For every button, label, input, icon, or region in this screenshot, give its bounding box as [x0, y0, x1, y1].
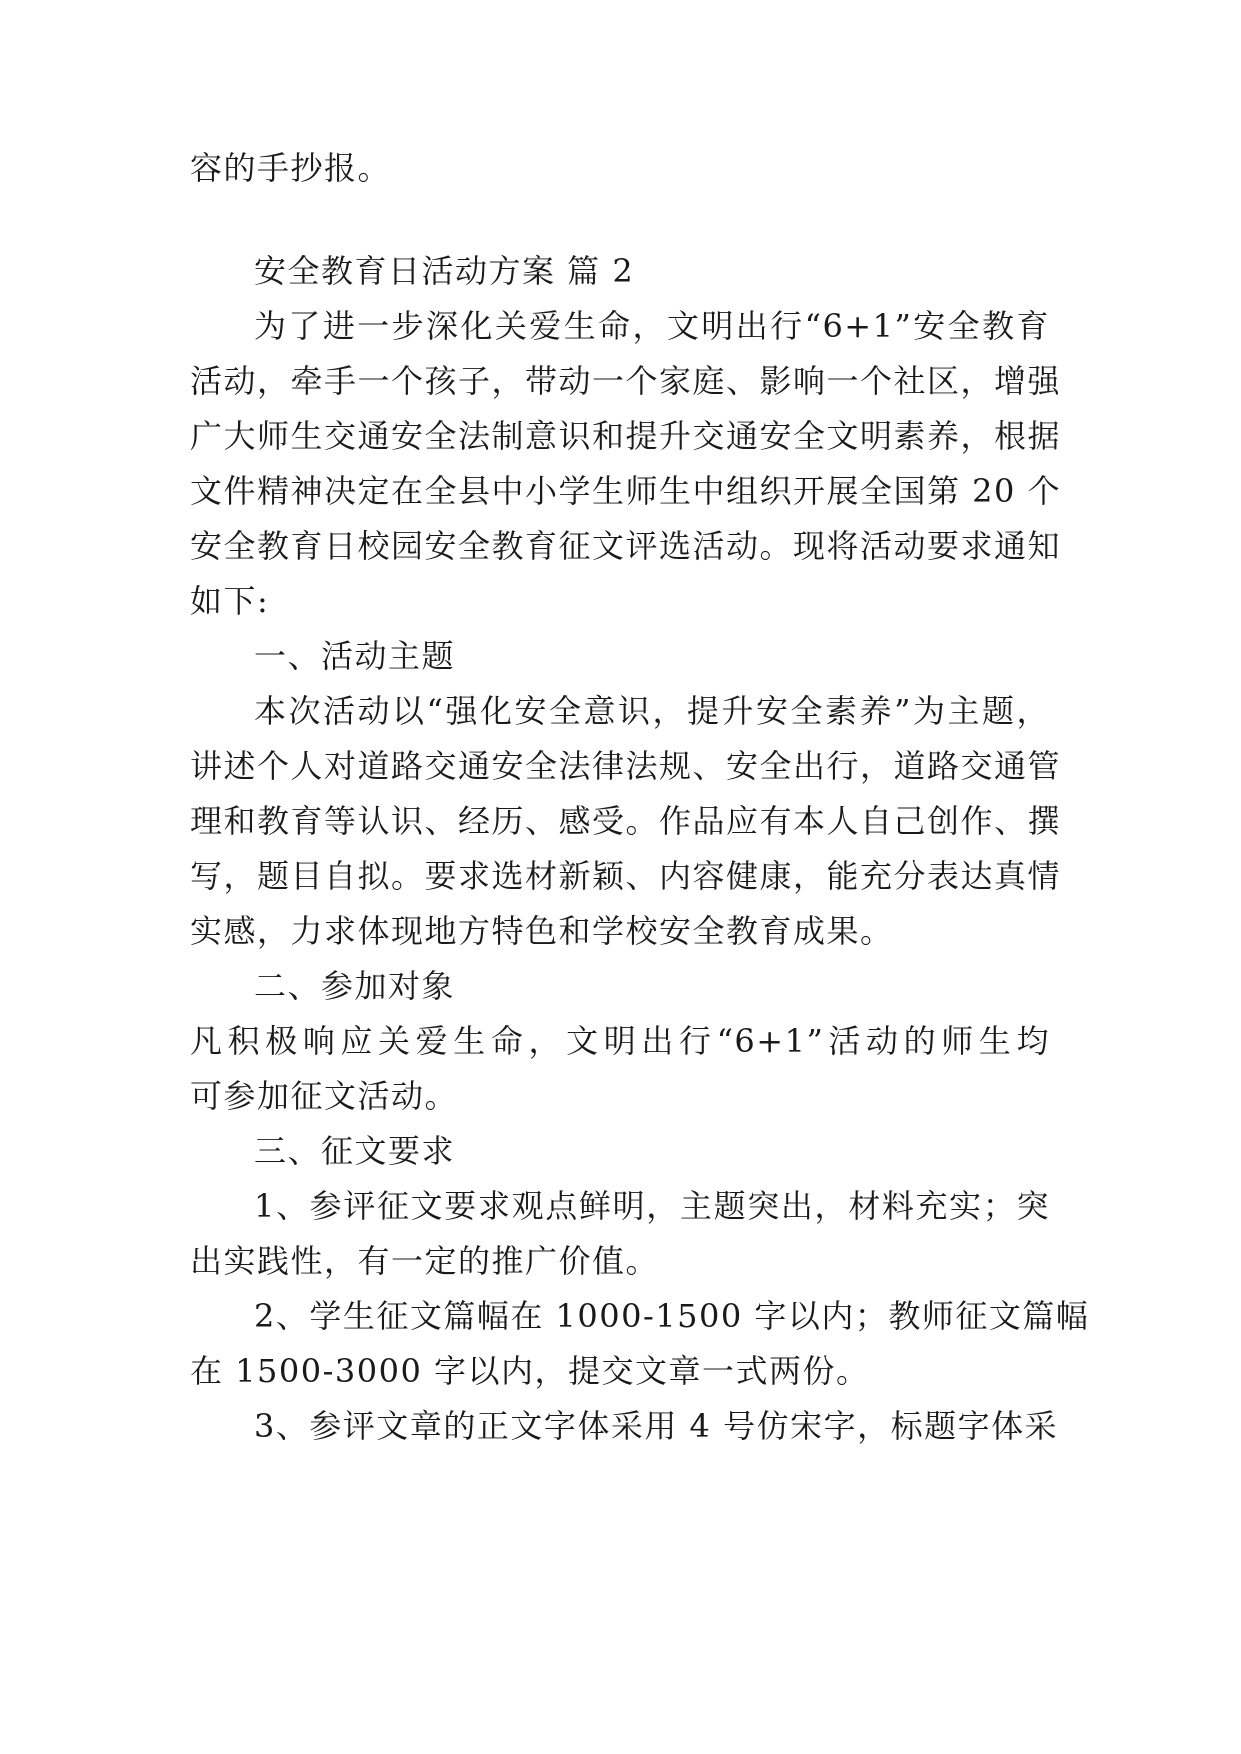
text-line: 3、参评文章的正文字体采用 4 号仿宋字，标题字体采	[254, 1407, 1059, 1445]
text-line: 如下:	[190, 582, 270, 620]
text-line: 容的手抄报。	[190, 149, 392, 187]
text-line: 在 1500-3000 字以内，提交文章一式两份。	[190, 1352, 870, 1390]
text-line: 1、参评征文要求观点鲜明，主题突出，材料充实；突	[254, 1187, 1050, 1225]
text-line: 本次活动以“强化安全意识，提升安全素养”为主题，	[254, 692, 1050, 730]
text-line: 出实践性，有一定的推广价值。	[190, 1242, 660, 1280]
text-line: 写，题目自拟。要求选材新颖、内容健康，能充分表达真情	[190, 857, 1062, 895]
text-line: 为了进一步深化关爱生命，文明出行“6+1”安全教育	[254, 307, 1050, 345]
heading-activity-theme: 一、活动主题	[254, 637, 456, 675]
text-line: 可参加征文活动。	[190, 1077, 459, 1115]
text-line: 凡积极响应关爱生命，文明出行“6+1”活动的师生均	[190, 1022, 1050, 1060]
section-title: 安全教育日活动方案 篇 2	[254, 252, 635, 290]
text-line: 活动，牵手一个孩子，带动一个家庭、影响一个社区，增强	[190, 362, 1062, 400]
heading-participants: 二、参加对象	[254, 967, 456, 1005]
text-line: 实感，力求体现地方特色和学校安全教育成果。	[190, 912, 894, 950]
heading-requirements: 三、征文要求	[254, 1132, 456, 1170]
text-line: 2、学生征文篇幅在 1000-1500 字以内；教师征文篇幅	[254, 1297, 1090, 1335]
text-line: 文件精神决定在全县中小学生师生中组织开展全国第 20 个	[190, 472, 1062, 510]
text-line: 广大师生交通安全法制意识和提升交通安全文明素养，根据	[190, 417, 1062, 455]
text-line: 理和教育等认识、经历、感受。作品应有本人自己创作、撰	[190, 802, 1062, 840]
text-line: 讲述个人对道路交通安全法律法规、安全出行，道路交通管	[190, 747, 1062, 785]
text-line: 安全教育日校园安全教育征文评选活动。现将活动要求通知	[190, 527, 1062, 565]
